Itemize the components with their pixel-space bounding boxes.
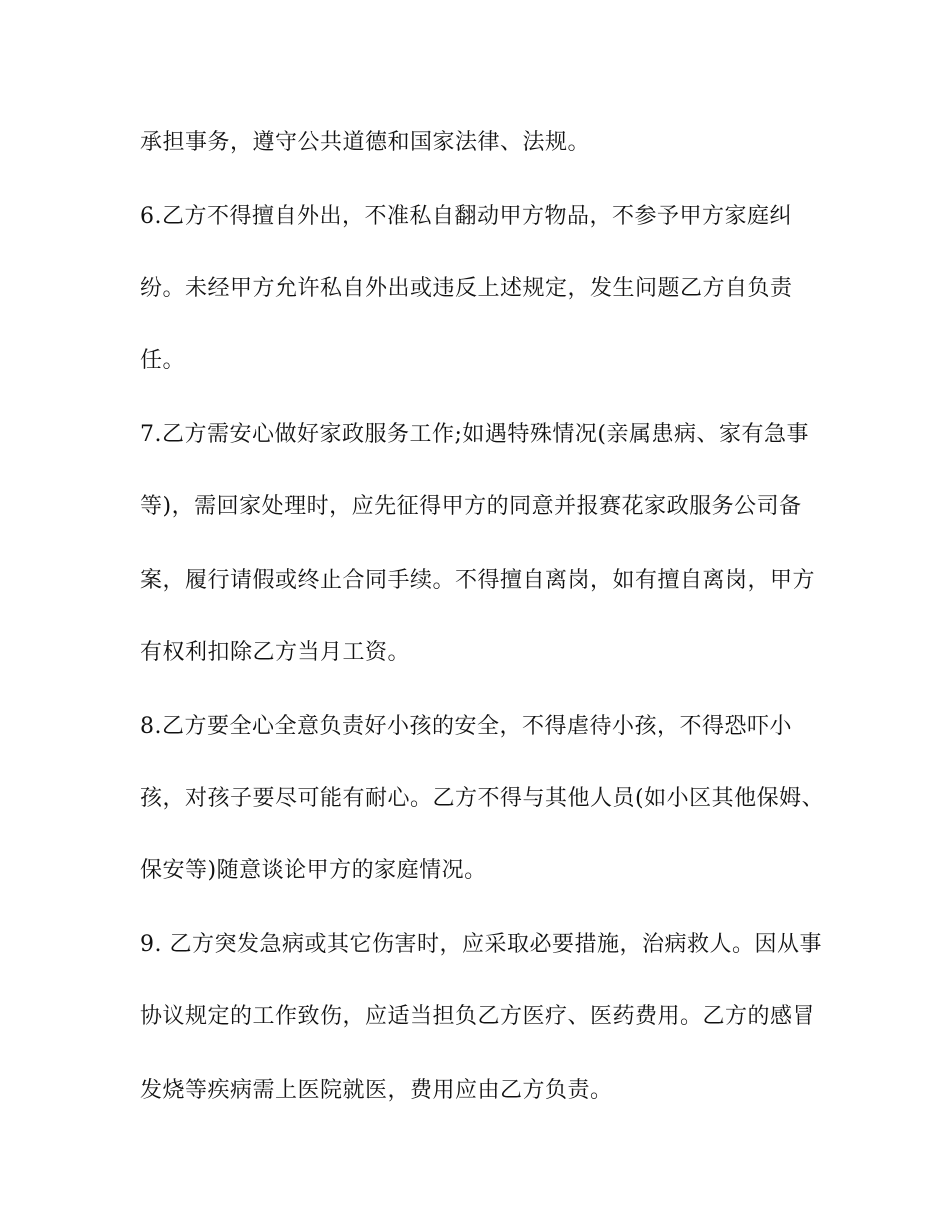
text-line: 等)，需回家处理时，应先征得甲方的同意并报赛花家政服务公司备 (140, 494, 802, 519)
text-line: 纷。未经甲方允许私自外出或违反上述规定，发生问题乙方自负责 (140, 276, 793, 301)
text-line: 9. 乙方突发急病或其它伤害时，应采取必要措施，治病救人。因从事 (140, 932, 822, 957)
text-line: 7.乙方需安心做好家政服务工作;如遇特殊情况(亲属患病、家有急事 (140, 422, 809, 447)
text-line: 8.乙方要全心全意负责好小孩的安全，不得虐待小孩，不得恐吓小 (140, 714, 792, 739)
text-line: 6.乙方不得擅自外出，不准私自翻动甲方物品，不参予甲方家庭纠 (140, 204, 792, 229)
text-line: 任。 (140, 348, 186, 373)
text-line: 承担事务，遵守公共道德和国家法律、法规。 (140, 130, 591, 155)
text-line: 发烧等疾病需上医院就医，费用应由乙方负责。 (140, 1078, 613, 1103)
text-line: 孩，对孩子要尽可能有耐心。乙方不得与其他人员(如小区其他保姆、 (140, 786, 825, 811)
text-line: 保安等)随意谈论甲方的家庭情况。 (140, 858, 487, 883)
text-line: 有权利扣除乙方当月工资。 (140, 640, 411, 665)
text-line: 案，履行请假或终止合同手续。不得擅自离岗，如有擅自离岗，甲方 (140, 568, 816, 593)
text-line: 协议规定的工作致伤，应适当担负乙方医疗、医药费用。乙方的感冒 (140, 1004, 816, 1029)
